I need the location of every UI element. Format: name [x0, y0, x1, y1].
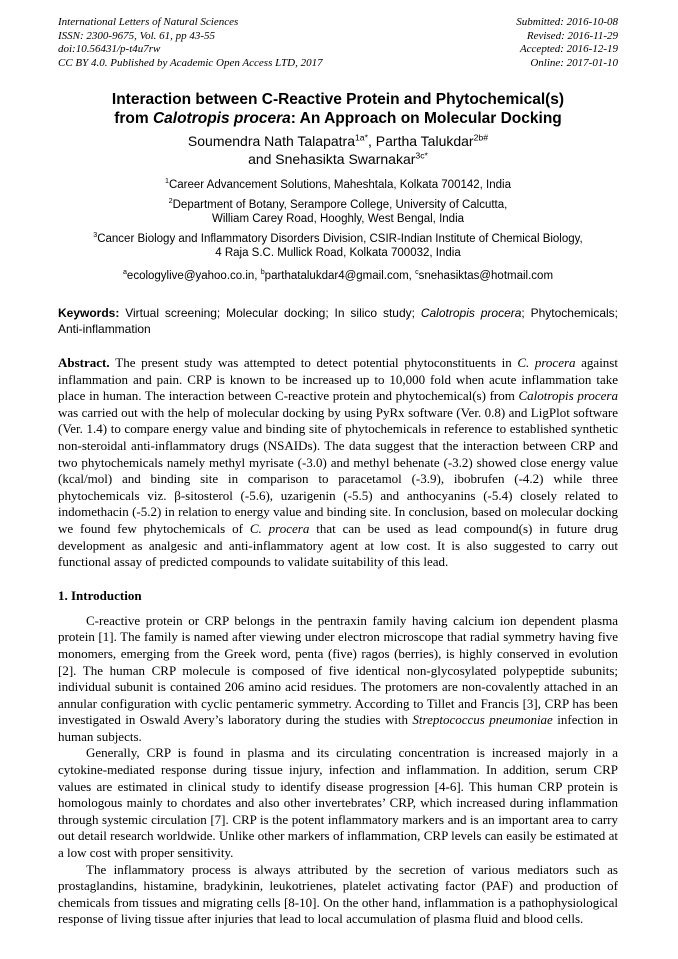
affiliation-3: $^3$Cancer Biology and Inflammatory Disorders Division, CSIR-Indian Institute of Chemical Biology, 4 Raja S.C. Mullick Road, Kolkata 700032, India — [93, 231, 583, 259]
author-line-1: Soumendra Nath Talapatra$^{1a*}$, Partha Talukdar$^{2b\#}$ — [187, 132, 489, 149]
introduction-paragraph-3: The inflammatory process is always attributed by the secretion of various mediators such as prostaglandins, histamine, bradykinin, leukotrienes, platelet activating factor (PAF) and production of chemicals from tissues and migrating cells [8-10]. On the other hand, inflammation is a pathophysiological response of living tissue after injuries that lead to local accumulation of plasma fluid and blood cells. — [58, 861, 618, 927]
journal-name: International Letters of Natural Sciences — [58, 16, 239, 28]
page-header — [58, 16, 618, 70]
introduction-paragraph-2: Generally, CRP is found in plasma and its circulating concentration is increased majorly in a cytokine-mediated response during tissue injury, infection and inflammation. In addition, serum CRP values are estimated in clinical study to identify disease progression [4-6]. This human CRP protein is homologous mainly to chordates and also other invertebrates’ CRP, which increased during inflammation through systemic circulation [7]. CRP is the potent inflammatory markers and is an important area to carry out detail research worldwide. Unlike other markers of inflammation, CRP levels can easily be estimated at a low cost with proper sensitivity. — [58, 745, 618, 861]
journal-license: CC BY 4.0. Published by Academic Open Access LTD, 2017 — [58, 56, 323, 69]
journal-doi: doi:10.56431/p-t4u7rw — [58, 43, 161, 55]
introduction-paragraph-1: C-reactive protein or CRP belongs in the pentraxin family having calcium ion dependent plasma protein [1]. The family is named after viewing under electron microscope that radial symmetry having five monomers, emerging from the Greek word, penta (five) ragos (berries), is highly conserved in evolution [2]. The human CRP molecule is composed of five identical non-glycosylated polypeptide subunits; individual subunit is contained 206 amino acid residues. The protomers are non-covalently attached in an annular configuration with cyclic pentameric symmetry. According to Tillet and Francis [3], CRP has been investigated in Oswald Avery’s laboratory during the studies with Streptococcus pneumoniae infection in human subjects. — [58, 612, 618, 744]
author-line-2: and Snehasikta Swarnakar$^{3c*}$ — [248, 149, 428, 167]
date-accepted: Accepted: 2016-12-19 — [519, 43, 618, 55]
submission-dates — [516, 16, 618, 70]
affiliation-2: $^2$Department of Botany, Serampore College, University of Calcutta, William Carey Road, Hooghly, West Bengal, India — [168, 197, 508, 225]
affiliations — [58, 178, 618, 260]
journal-info — [58, 16, 323, 70]
journal-issn-volume: ISSN: 2300-9675, Vol. 61, pp 43-55 — [58, 29, 216, 42]
affiliation-1: $^1$Career Advancement Solutions, Maheshtala, Kolkata 700142, India — [165, 177, 511, 191]
paper-title — [58, 90, 618, 128]
paper-title-line-1: Interaction between C-Reactive Protein and Phytochemical(s) — [111, 91, 565, 108]
date-submitted: Submitted: 2016-10-08 — [516, 16, 618, 28]
author-list — [58, 133, 618, 168]
date-revised: Revised: 2016-11-29 — [526, 29, 618, 42]
date-online: Online: 2017-01-10 — [530, 56, 618, 69]
keywords: Keywords: Virtual screening; Molecular docking; In silico study; Calotropis procera; Phytochemicals; Anti-inflammation — [58, 306, 618, 336]
paper-title-line-2: from Calotropis procera: An Approach on Molecular Docking — [114, 110, 562, 127]
section-heading-introduction: 1. Introduction — [58, 587, 142, 603]
abstract: Abstract. The present study was attempted to detect potential phytoconstituents in C. procera against inflammation and pain. CRP is known to be increased up to 10,000 fold when acute inflammation take place in human. The interaction between C-reactive protein and phytochemical(s) from Calotropis procera was carried out with the help of molecular docking by using PyRx software (Ver. 0.8) and LigPlot software (Ver. 1.4) to compare energy value and binding site of phytochemicals in reference to established synthetic non-steroidal anti-inflammatory drugs (NSAIDs). The data suggest that the interaction between CRP and two phytochemicals namely methyl myrisate (-3.0) and methyl behenate (-3.2) showed close energy value (kcal/mol) and binding site in comparison to paracetamol (-3.9), ibobrufen (-4.2) while three phytochemicals viz. β-sitosterol (-5.6), uzarigenin (-5.5) and anthocyanins (-5.4) closely related to indomethacin (-5.2) in relation to energy value and binding site. In conclusion, based on molecular docking we found few phytochemicals of C. procera that can be used as lead compound(s) in future drug development as analgesic and anti-inflammatory agent at low cost. It is also suggested to carry out functional assay of predicted compounds to validate suitability of this lead. — [58, 355, 618, 570]
author-emails: $^a$ecologylive@yahoo.co.in, $^b$parthatalukdar4@gmail.com, $^c$snehasiktas@hotmail.com — [122, 268, 554, 282]
